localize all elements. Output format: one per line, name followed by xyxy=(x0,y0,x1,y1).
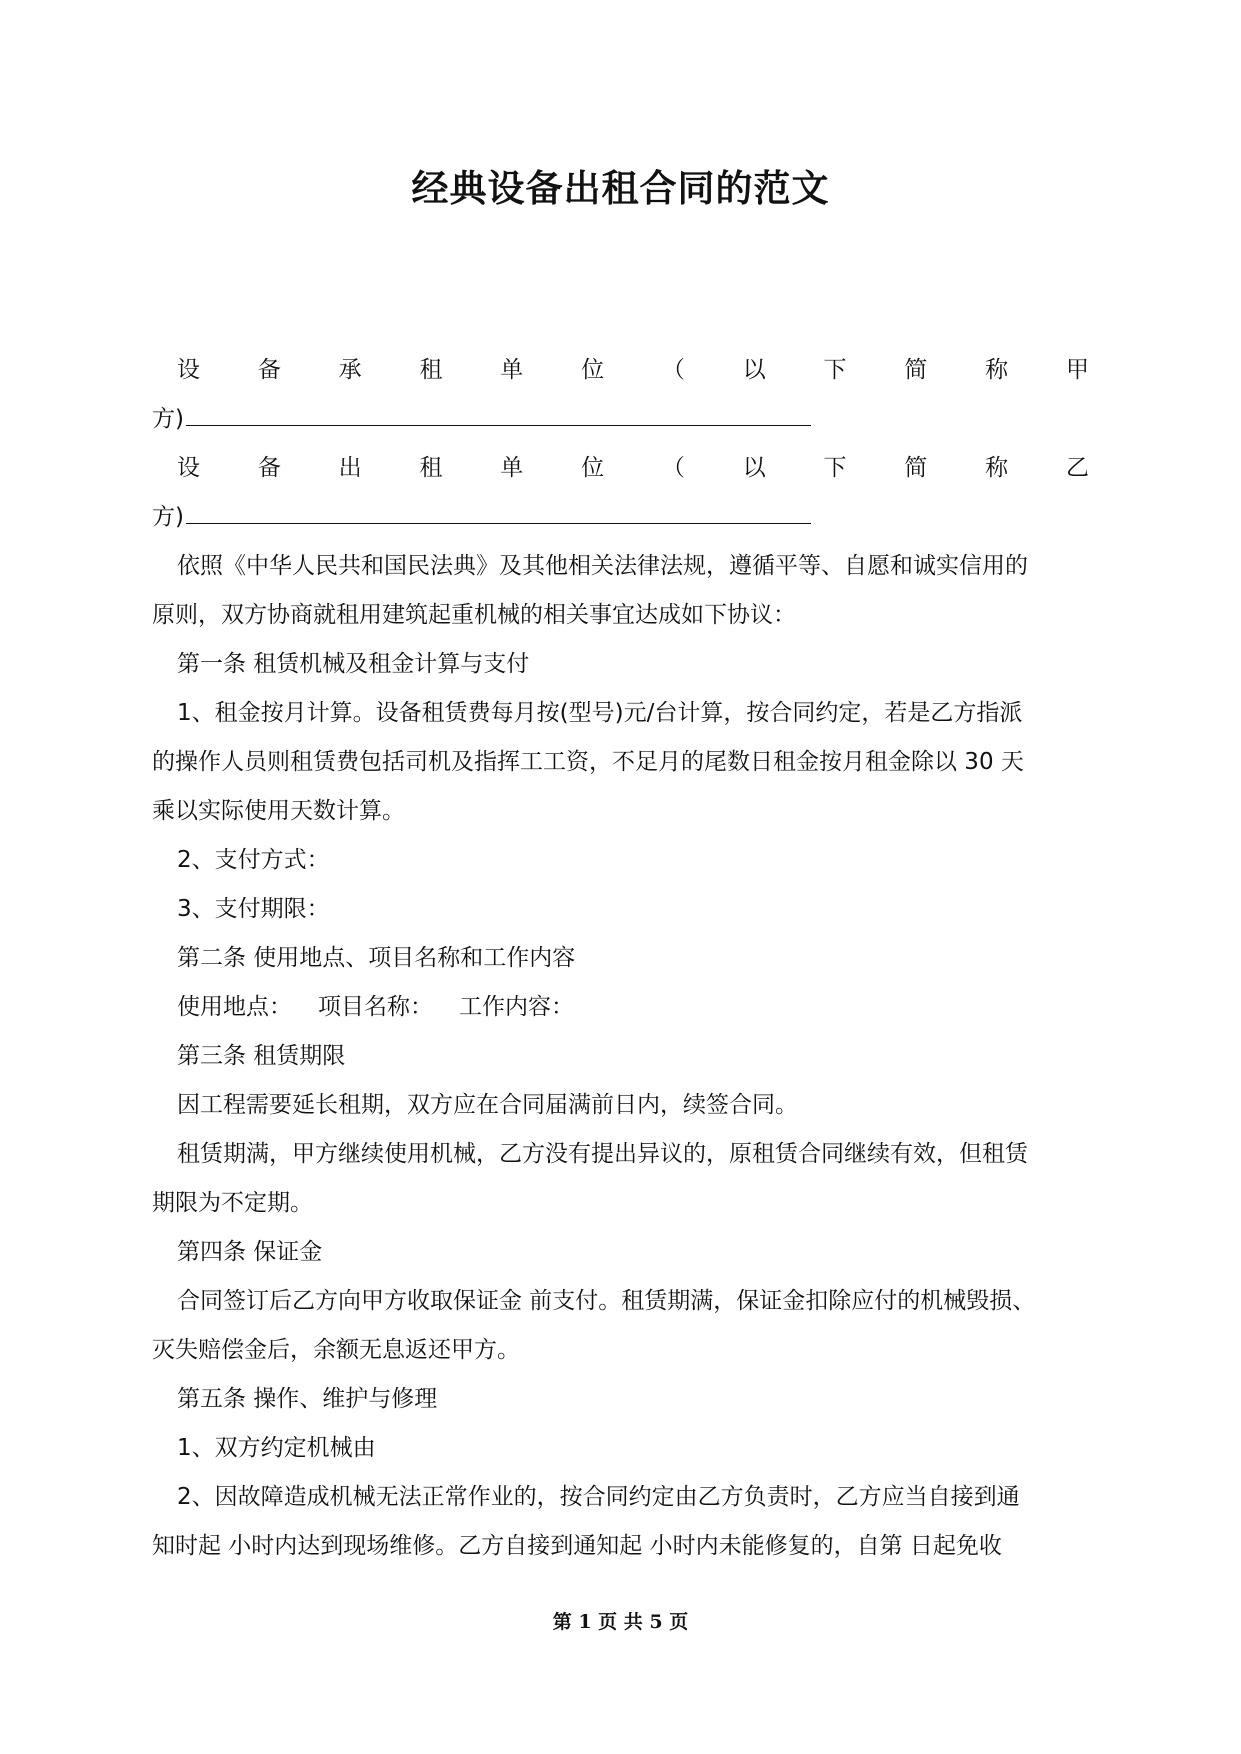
party-b-blank xyxy=(186,499,811,524)
article-1-title: 第一条 租赁机械及租金计算与支付 xyxy=(177,651,530,677)
party-a-tail: 方) xyxy=(152,406,184,432)
article-2-title: 第二条 使用地点、项目名称和工作内容 xyxy=(177,945,576,971)
party-a-line xyxy=(152,346,1089,395)
party-b-char-11: 乙 xyxy=(1065,455,1089,481)
party-b-char-3: 租 xyxy=(419,455,443,481)
work-content-label: 工作内容： xyxy=(459,994,574,1020)
document-title: 经典设备出租合同的范文 xyxy=(411,167,830,210)
article-3-title: 第三条 租赁期限 xyxy=(177,1043,346,1069)
article-5-para-2-line-2: 知时起 小时内达到现场维修。乙方自接到通知起 小时内未能修复的，自第 日起免收 xyxy=(152,1533,1002,1559)
party-a-blank xyxy=(186,401,811,426)
party-a-char-8: 下 xyxy=(823,357,847,383)
party-b-char-4: 单 xyxy=(500,455,524,481)
article-3-para-2-line-2: 期限为不定期。 xyxy=(152,1190,313,1216)
party-a-char-4: 单 xyxy=(500,357,524,383)
party-b-char-1: 备 xyxy=(257,455,281,481)
article-1-para-3: 3、支付期限： xyxy=(177,896,330,922)
intro-line-2: 原则，双方协商就租用建筑起重机械的相关事宜达成如下协议： xyxy=(152,602,796,628)
article-5-para-1: 1、双方约定机械由 xyxy=(177,1435,376,1461)
party-b-char-9: 简 xyxy=(904,455,928,481)
party-b-tail-line xyxy=(152,493,1089,542)
article-4-title: 第四条 保证金 xyxy=(177,1239,323,1265)
party-a-char-6: （ xyxy=(661,357,685,383)
party-a-char-2: 承 xyxy=(338,357,362,383)
party-b-char-2: 出 xyxy=(338,455,362,481)
party-b-tail: 方) xyxy=(152,504,184,530)
article-1-para-1-line-2: 的操作人员则租赁费包括司机及指挥工工资，不足月的尾数日租金按月租金除以 30 天 xyxy=(152,749,1024,775)
party-b-line xyxy=(152,444,1089,493)
party-b-char-5: 位 xyxy=(581,455,605,481)
party-a-char-1: 备 xyxy=(257,357,281,383)
article-1-para-2: 2、支付方式： xyxy=(177,847,330,873)
document-body xyxy=(152,346,1089,1571)
party-a-char-7: 以 xyxy=(742,357,766,383)
party-b-char-7: 以 xyxy=(742,455,766,481)
party-a-char-0: 设 xyxy=(177,357,200,383)
article-4-para-1-line-1: 合同签订后乙方向甲方收取保证金 前支付。租赁期满，保证金扣除应付的机械毁损、 xyxy=(177,1288,1036,1314)
party-b-char-10: 称 xyxy=(985,455,1009,481)
party-a-tail-line xyxy=(152,395,1089,444)
article-3-para-2-line-1: 租赁期满，甲方继续使用机械，乙方没有提出异议的，原租赁合同继续有效，但租赁 xyxy=(177,1141,1028,1167)
party-a-char-11: 甲 xyxy=(1065,357,1089,383)
article-1-para-1-line-1: 1、租金按月计算。设备租赁费每月按(型号)元/台计算，按合同约定，若是乙方指派 xyxy=(177,700,1023,726)
party-b-char-6: （ xyxy=(661,455,685,481)
article-3-para-1: 因工程需要延长租期，双方应在合同届满前日内，续签合同。 xyxy=(177,1092,798,1118)
project-name-label: 项目名称： xyxy=(318,994,433,1020)
usage-location-label: 使用地点： xyxy=(177,994,292,1020)
article-5-title: 第五条 操作、维护与修理 xyxy=(177,1386,438,1412)
article-2-fields xyxy=(152,983,1089,1032)
party-a-char-10: 称 xyxy=(985,357,1009,383)
party-a-char-5: 位 xyxy=(581,357,605,383)
article-4-para-1-line-2: 灭失赔偿金后，余额无息返还甲方。 xyxy=(152,1337,520,1363)
intro-line-1: 依照《中华人民共和国民法典》及其他相关法律法规，遵循平等、自愿和诚实信用的 xyxy=(177,553,1028,579)
article-1-para-1-line-3: 乘以实际使用天数计算。 xyxy=(152,798,405,824)
page-number: 第 1 页 共 5 页 xyxy=(552,1611,689,1633)
party-b-char-0: 设 xyxy=(177,455,200,481)
party-a-char-3: 租 xyxy=(419,357,443,383)
article-5-para-2-line-1: 2、因故障造成机械无法正常作业的，按合同约定由乙方负责时，乙方应当自接到通 xyxy=(177,1484,1020,1510)
party-b-char-8: 下 xyxy=(823,455,847,481)
party-a-char-9: 简 xyxy=(904,357,928,383)
